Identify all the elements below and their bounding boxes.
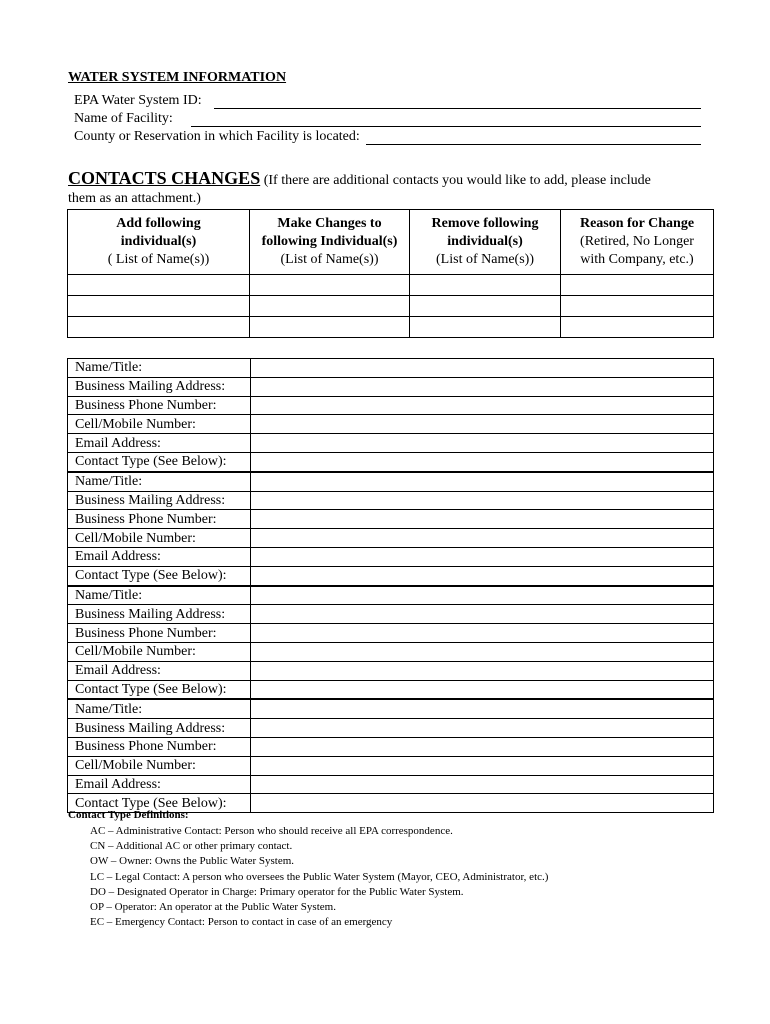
contact-row (68, 680, 714, 699)
contact-row (68, 434, 714, 453)
county-row (74, 127, 701, 145)
definitions-title: Contact Type Definitions: (68, 809, 189, 821)
definition-item: AC – Administrative Contact: Person who should receive all EPA correspondence. (90, 825, 453, 837)
contact-field-input[interactable] (251, 605, 714, 624)
water-system-heading: WATER SYSTEM INFORMATION (68, 70, 287, 85)
contact-field-input[interactable] (251, 680, 714, 699)
contact-field-label: Contact Type (See Below): (68, 794, 251, 813)
contact-row (68, 491, 714, 510)
definition-item: OW – Owner: Owns the Public Water System. (90, 855, 295, 868)
definition-item: LC – Legal Contact: A person who oversees the Public Water System (Mayor, CEO, Administrator, etc.) (90, 870, 549, 883)
contact-field-input[interactable] (251, 491, 714, 510)
contact-field-input[interactable] (251, 547, 714, 566)
contact-field-input[interactable] (251, 586, 714, 605)
contact-field-label: Contact Type (See Below): (68, 566, 251, 585)
contacts-table (67, 358, 714, 813)
contact-field-label: Contact Type (See Below): (68, 680, 251, 699)
changes-cell[interactable] (410, 275, 561, 296)
contact-row (68, 775, 714, 794)
changes-cell[interactable] (561, 296, 714, 317)
contact-field-label: Email Address: (68, 775, 251, 794)
contact-field-input[interactable] (251, 529, 714, 548)
contact-field-label: Name/Title: (68, 359, 251, 378)
contact-row (68, 661, 714, 680)
facility-name-row (74, 109, 701, 127)
contact-row (68, 624, 714, 643)
contact-row (68, 529, 714, 548)
contact-field-label: Business Mailing Address: (68, 491, 251, 510)
contact-field-label: Email Address: (68, 661, 251, 680)
contact-row (68, 756, 714, 775)
contact-field-label: Cell/Mobile Number: (68, 529, 251, 548)
contacts-changes-header (68, 168, 651, 189)
contact-row (68, 719, 714, 738)
contact-row (68, 472, 714, 491)
contact-field-label: Name/Title: (68, 699, 251, 718)
definition-item: DO – Designated Operator in Charge: Primary operator for the Public Water System. (90, 885, 464, 898)
contact-field-label: Name/Title: (68, 586, 251, 605)
contact-field-input[interactable] (251, 756, 714, 775)
contact-field-input[interactable] (251, 359, 714, 378)
contact-field-input[interactable] (251, 737, 714, 756)
changes-cell[interactable] (68, 296, 250, 317)
contact-row (68, 586, 714, 605)
column-remove-hint: (List of Name(s)) (436, 252, 534, 267)
changes-cell[interactable] (410, 317, 561, 338)
contact-field-label: Business Phone Number: (68, 396, 251, 415)
county-label: County or Reservation in which Facility is located: (74, 129, 360, 144)
definition-item: OP – Operator: An operator at the Public Water System. (90, 901, 336, 914)
contact-field-input[interactable] (251, 396, 714, 415)
column-change-title2: following Individual(s) (261, 234, 398, 249)
contact-field-label: Cell/Mobile Number: (68, 415, 251, 434)
column-remove (410, 210, 561, 275)
column-reason-hint: (Retired, No Longer (580, 234, 694, 249)
changes-row (68, 317, 714, 338)
contacts-changes-note: (If there are additional contacts you would like to add, please include (263, 173, 651, 188)
column-change (250, 210, 410, 275)
contacts-changes-note-cont: them as an attachment.) (68, 191, 201, 206)
changes-header-row (68, 210, 714, 275)
column-reason-hint2: with Company, etc.) (580, 252, 694, 267)
contact-row (68, 377, 714, 396)
contact-field-input[interactable] (251, 566, 714, 585)
contact-field-input[interactable] (251, 510, 714, 529)
contact-field-input[interactable] (251, 642, 714, 661)
contact-field-input[interactable] (251, 415, 714, 434)
contact-field-label: Email Address: (68, 547, 251, 566)
contact-row (68, 452, 714, 471)
changes-row (68, 275, 714, 296)
facility-name-label: Name of Facility: (74, 111, 173, 126)
changes-cell[interactable] (68, 275, 250, 296)
column-remove-title2: individual(s) (447, 234, 523, 249)
contact-field-input[interactable] (251, 699, 714, 718)
changes-table (67, 209, 714, 338)
column-remove-title: Remove following (431, 216, 539, 231)
definition-item: CN – Additional AC or other primary contact. (90, 840, 293, 853)
column-change-title: Make Changes to (277, 216, 382, 231)
column-reason (561, 210, 714, 275)
changes-cell[interactable] (561, 317, 714, 338)
contact-field-label: Business Mailing Address: (68, 605, 251, 624)
contact-field-label: Business Phone Number: (68, 510, 251, 529)
contact-row (68, 642, 714, 661)
contact-field-label: Name/Title: (68, 472, 251, 491)
contact-field-label: Cell/Mobile Number: (68, 642, 251, 661)
contact-row (68, 415, 714, 434)
column-reason-title: Reason for Change (579, 216, 695, 231)
facility-name-field[interactable] (191, 112, 701, 127)
column-add-hint: ( List of Name(s)) (107, 252, 210, 267)
contact-row (68, 737, 714, 756)
contact-row (68, 510, 714, 529)
contact-field-label: Business Phone Number: (68, 624, 251, 643)
contact-row (68, 547, 714, 566)
contact-field-input[interactable] (251, 434, 714, 453)
definition-item: EC – Emergency Contact: Person to contact in case of an emergency (90, 916, 393, 929)
changes-cell[interactable] (250, 296, 410, 317)
contact-field-input[interactable] (251, 661, 714, 680)
epa-id-field[interactable] (214, 94, 701, 109)
column-change-hint: (List of Name(s)) (280, 252, 379, 267)
contact-field-input[interactable] (251, 775, 714, 794)
contact-field-input[interactable] (251, 377, 714, 396)
column-add-title: Add following (116, 216, 201, 231)
contact-row (68, 605, 714, 624)
definitions-list (90, 824, 548, 930)
changes-cell[interactable] (250, 275, 410, 296)
changes-cell[interactable] (68, 317, 250, 338)
epa-id-row (74, 91, 701, 109)
contact-field-label: Email Address: (68, 434, 251, 453)
contact-row (68, 359, 714, 378)
changes-row (68, 296, 714, 317)
changes-cell[interactable] (561, 275, 714, 296)
contact-field-label: Business Mailing Address: (68, 719, 251, 738)
contact-field-label: Cell/Mobile Number: (68, 756, 251, 775)
contact-row (68, 566, 714, 585)
county-field[interactable] (366, 130, 701, 145)
contact-field-input[interactable] (251, 452, 714, 471)
epa-id-label: EPA Water System ID: (74, 93, 202, 108)
contacts-changes-title: CONTACTS CHANGES (68, 168, 261, 188)
contact-field-label: Contact Type (See Below): (68, 452, 251, 471)
contact-field-input[interactable] (251, 624, 714, 643)
contact-field-label: Business Mailing Address: (68, 377, 251, 396)
changes-cell[interactable] (250, 317, 410, 338)
column-add-title2: individual(s) (120, 234, 197, 249)
contact-field-input[interactable] (251, 719, 714, 738)
changes-cell[interactable] (410, 296, 561, 317)
contact-field-label: Business Phone Number: (68, 737, 251, 756)
column-add (68, 210, 250, 275)
contact-field-input[interactable] (251, 472, 714, 491)
contact-field-input[interactable] (251, 794, 714, 813)
contact-row (68, 396, 714, 415)
contact-row (68, 699, 714, 718)
